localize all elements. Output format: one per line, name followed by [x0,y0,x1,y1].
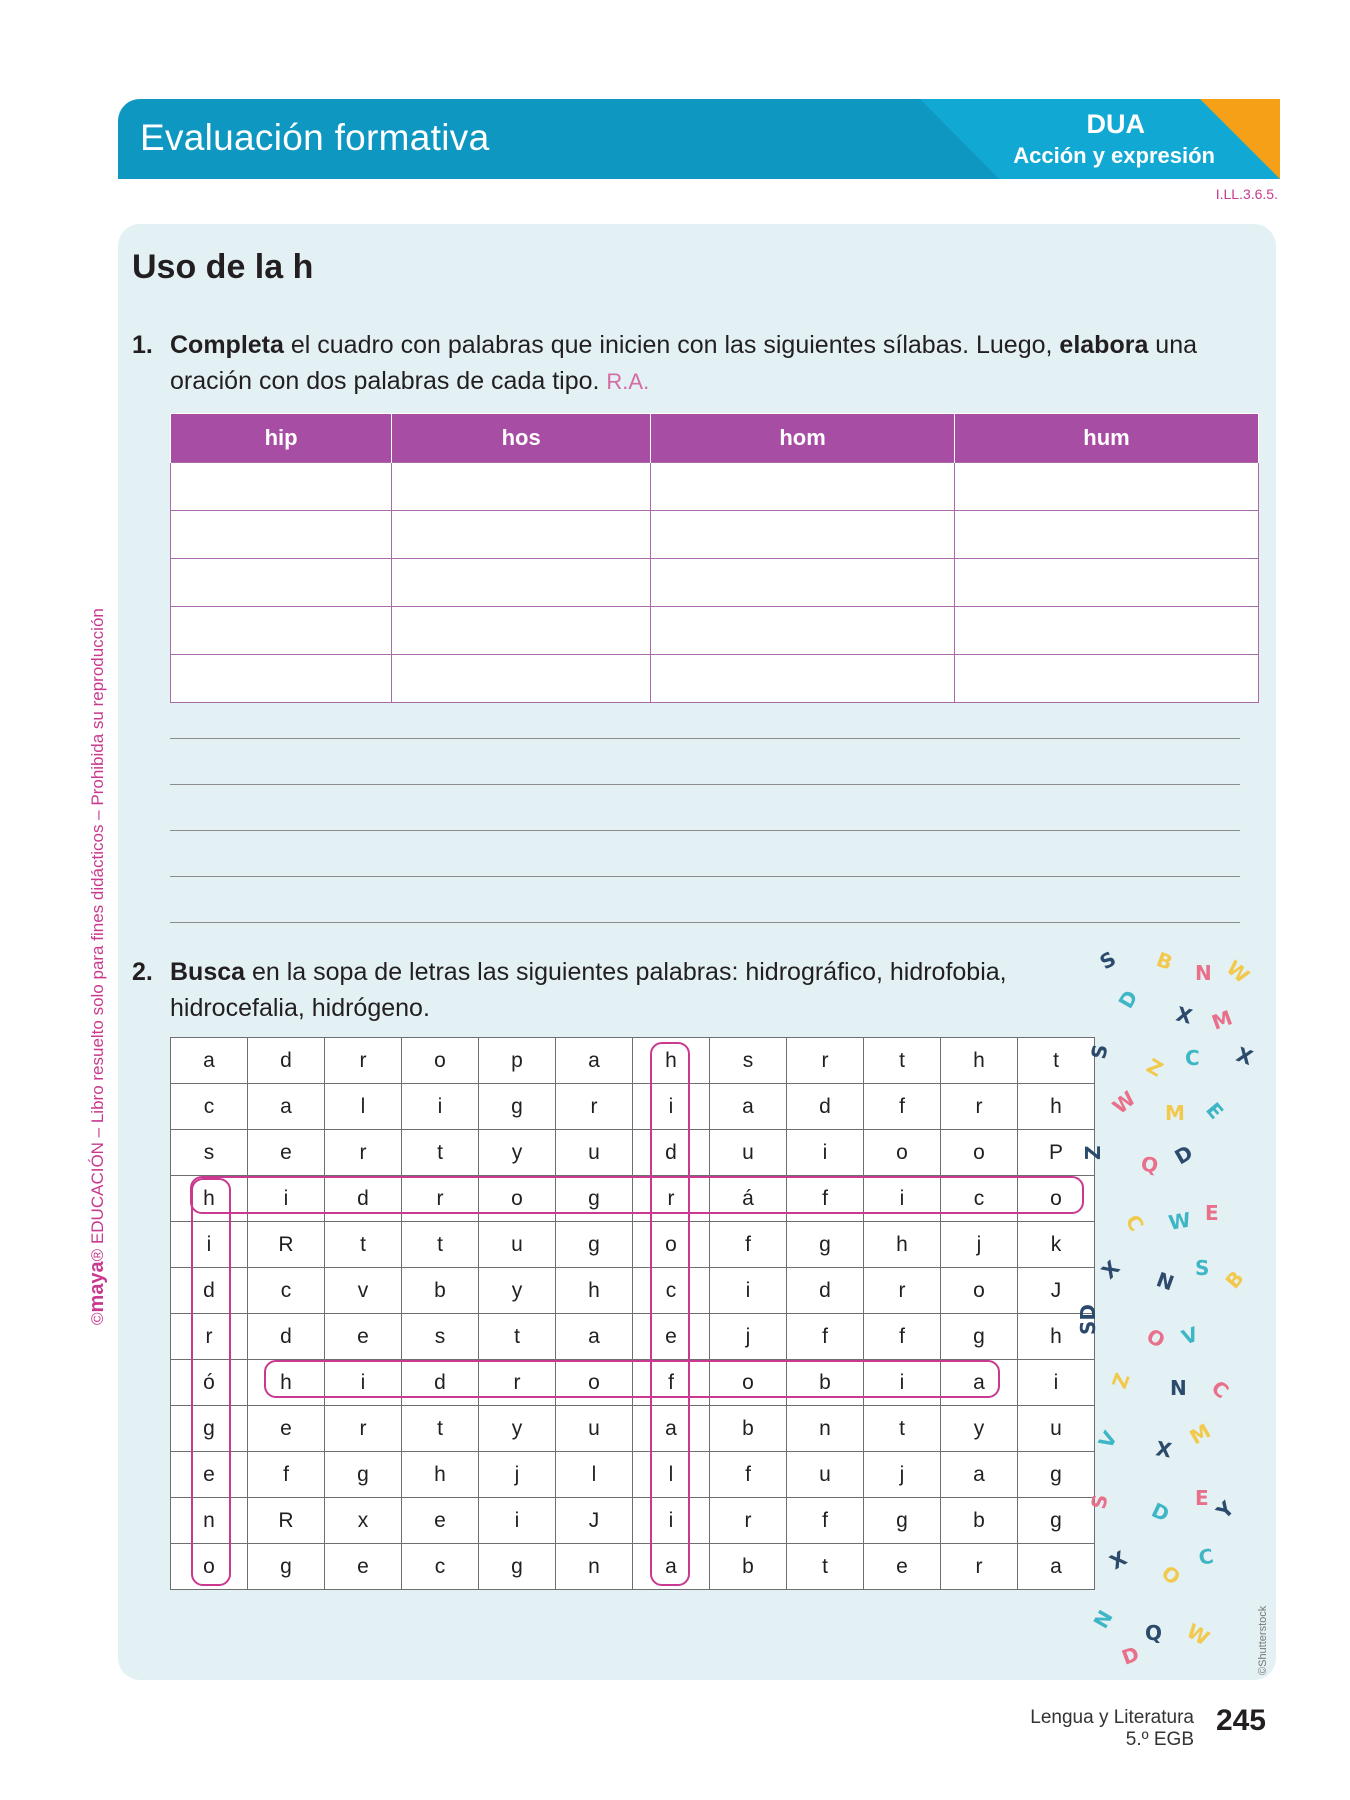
answer-cell[interactable] [171,511,392,559]
question-number: 2. [132,958,153,986]
grid-cell[interactable]: k [1018,1222,1095,1268]
grid-cell[interactable]: d [787,1084,864,1130]
grid-cell[interactable]: h [556,1268,633,1314]
answer-cell[interactable] [955,655,1259,703]
svg-text:Q: Q [1139,1151,1161,1178]
grid-cell[interactable]: i [171,1222,248,1268]
svg-text:D: D [1118,1641,1143,1670]
header-banner [118,99,1280,179]
word-search-grid [170,1037,1095,1590]
grid-cell[interactable]: g [171,1406,248,1452]
grid-cell[interactable]: s [171,1130,248,1176]
answer-cell[interactable] [392,607,651,655]
grid-cell[interactable]: c [248,1268,325,1314]
grid-cell[interactable]: e [171,1452,248,1498]
grid-cell[interactable]: c [402,1544,479,1590]
answer-cell[interactable] [392,463,651,511]
grid-cell[interactable]: f [864,1314,941,1360]
grid-cell[interactable]: r [479,1360,556,1406]
grid-cell[interactable]: e [633,1314,710,1360]
answer-cell[interactable] [955,559,1259,607]
svg-text:M: M [1208,1005,1236,1035]
grid-cell[interactable]: o [479,1176,556,1222]
grid-cell[interactable]: u [556,1406,633,1452]
svg-text:B: B [1153,947,1176,975]
grid-cell[interactable]: h [248,1360,325,1406]
grid-cell[interactable]: j [941,1222,1018,1268]
grid-cell[interactable]: t [864,1038,941,1084]
writing-line[interactable] [170,876,1240,877]
grid-cell[interactable]: g [479,1084,556,1130]
grid-cell[interactable]: j [710,1314,787,1360]
grid-cell[interactable]: n [171,1498,248,1544]
grid-cell[interactable]: t [402,1406,479,1452]
highlight-hidrogeno [191,1178,231,1586]
svg-text:C: C [1206,1375,1234,1404]
answer-cell[interactable] [651,559,955,607]
answer-cell[interactable] [651,607,955,655]
svg-text:S: S [1195,1256,1210,1280]
grid-cell[interactable]: a [556,1314,633,1360]
page-number: 245 [1215,1704,1266,1737]
grid-cell[interactable]: J [556,1498,633,1544]
grid-cell[interactable]: t [864,1406,941,1452]
svg-text:W: W [1166,1207,1193,1235]
dua-label: DUA [1086,109,1145,139]
footer-subject: Lengua y Literatura [1030,1707,1194,1728]
grid-cell[interactable]: r [171,1314,248,1360]
answer-cell[interactable] [955,511,1259,559]
svg-text:S: S [1095,946,1120,975]
grid-cell[interactable]: v [325,1268,402,1314]
answer-cell[interactable] [392,511,651,559]
grid-cell[interactable]: l [325,1084,402,1130]
answer-cell[interactable] [955,607,1259,655]
grid-cell[interactable]: f [248,1452,325,1498]
svg-text:S: S [1086,1492,1113,1511]
grid-cell[interactable]: o [556,1360,633,1406]
grid-cell[interactable]: á [710,1176,787,1222]
svg-text:Q: Q [1145,1621,1163,1645]
grid-cell[interactable]: c [171,1084,248,1130]
grid-cell[interactable]: u [710,1130,787,1176]
grid-cell[interactable]: g [1018,1498,1095,1544]
answer-cell[interactable] [171,559,392,607]
question-text [170,954,1050,1026]
dua-subtitle: Acción y expresión [1013,143,1215,168]
grid-cell[interactable]: t [402,1130,479,1176]
grid-row [171,1084,1095,1130]
svg-text:X: X [1173,1001,1195,1029]
svg-text:X: X [1154,1436,1174,1463]
grid-cell[interactable]: o [864,1130,941,1176]
answer-cell[interactable] [392,559,651,607]
grid-cell[interactable]: s [402,1314,479,1360]
grid-cell[interactable]: h [941,1038,1018,1084]
grid-cell[interactable]: a [633,1406,710,1452]
grid-cell[interactable]: i [864,1176,941,1222]
grid-cell[interactable]: r [325,1130,402,1176]
grid-cell[interactable]: e [325,1544,402,1590]
grid-cell[interactable]: r [710,1498,787,1544]
grid-cell[interactable]: o [941,1130,1018,1176]
writing-line[interactable] [170,922,1240,923]
svg-text:O: O [1156,1560,1186,1590]
grid-cell[interactable]: b [787,1360,864,1406]
grid-cell[interactable]: l [556,1452,633,1498]
copyright-text: EDUCACIÓN – Libro resuelto solo para fines didácticos – Prohibida su reproducción [88,608,107,1249]
highlight-hidrofobia [264,1360,1000,1398]
svg-text:W: W [1221,955,1255,989]
svg-text:W: W [1107,1086,1141,1119]
grid-cell[interactable]: a [710,1084,787,1130]
grid-row [171,1314,1095,1360]
svg-text:X: X [1105,1545,1131,1575]
svg-text:C: C [1185,1046,1200,1070]
svg-text:N: N [1170,1376,1187,1400]
instruction-text: en la sopa de letras las siguientes palabras: hidrográfico, hidrofobia, hidrocefalia, hidrógeno. [170,958,1007,1022]
grid-cell[interactable]: f [864,1084,941,1130]
grid-cell[interactable]: u [479,1222,556,1268]
svg-text:M: M [1185,1418,1215,1450]
decorative-letters-image [1076,946,1265,1670]
grid-cell[interactable]: r [325,1038,402,1084]
grid-cell[interactable]: e [248,1130,325,1176]
instruction-verb: Busca [170,958,246,986]
grid-cell[interactable]: t [787,1544,864,1590]
svg-text:B: B [1220,1266,1249,1294]
grid-cell[interactable]: g [941,1314,1018,1360]
grid-cell[interactable]: f [787,1498,864,1544]
answer-cell[interactable] [651,655,955,703]
grid-cell[interactable]: g [556,1176,633,1222]
grid-cell[interactable]: d [171,1268,248,1314]
grid-cell[interactable]: f [787,1314,864,1360]
copyright-side-note: ©maya® EDUCACIÓN – Libro resuelto solo para fines didácticos – Prohibida su reproducción [86,608,108,1325]
grid-cell[interactable]: u [556,1130,633,1176]
answer-cell[interactable] [651,511,955,559]
grid-cell[interactable]: d [787,1268,864,1314]
grid-cell[interactable]: i [1018,1360,1095,1406]
grid-cell[interactable]: r [941,1544,1018,1590]
grid-cell[interactable]: t [479,1314,556,1360]
grid-cell[interactable]: o [1018,1176,1095,1222]
grid-cell[interactable]: f [633,1360,710,1406]
writing-line[interactable] [170,830,1240,831]
grid-cell[interactable]: a [941,1452,1018,1498]
grid-cell[interactable]: g [479,1544,556,1590]
grid-cell[interactable]: i [248,1176,325,1222]
svg-text:D: D [1147,1497,1174,1527]
highlight-hidrografico [190,1176,1084,1214]
grid-cell[interactable]: r [325,1406,402,1452]
grid-cell[interactable]: r [402,1176,479,1222]
answer-row [171,559,1259,607]
column-header-hom: hom [651,414,955,463]
answer-cell[interactable] [171,655,392,703]
grid-row [171,1222,1095,1268]
svg-text:C: C [1120,1210,1149,1236]
grid-cell[interactable]: d [325,1176,402,1222]
grid-row [171,1038,1095,1084]
grid-cell[interactable]: a [556,1038,633,1084]
grid-cell[interactable]: n [556,1544,633,1590]
answer-row [171,463,1259,511]
writing-line[interactable] [170,738,1240,739]
grid-cell[interactable]: i [864,1360,941,1406]
grid-cell[interactable]: i [325,1360,402,1406]
grid-cell[interactable]: j [479,1452,556,1498]
grid-cell[interactable]: u [1018,1406,1095,1452]
grid-cell[interactable]: P [1018,1130,1095,1176]
svg-text:N: N [1195,961,1212,985]
grid-cell[interactable]: R [248,1222,325,1268]
grid-cell[interactable]: a [248,1084,325,1130]
writing-line[interactable] [170,784,1240,785]
svg-text:W: W [1182,1618,1214,1651]
grid-cell[interactable]: o [633,1222,710,1268]
grid-cell[interactable]: s [710,1038,787,1084]
svg-text:Z: Z [1081,1145,1105,1160]
grid-cell[interactable]: a [1018,1544,1095,1590]
grid-cell[interactable]: g [325,1452,402,1498]
grid-cell[interactable]: y [479,1406,556,1452]
svg-text:D: D [1170,1140,1197,1170]
grid-cell[interactable]: h [864,1222,941,1268]
svg-text:D: D [1113,986,1143,1013]
indicator-code: I.LL.3.6.5. [1215,186,1278,202]
grid-cell[interactable]: o [402,1038,479,1084]
answer-row [171,655,1259,703]
grid-cell[interactable]: o [941,1268,1018,1314]
grid-cell[interactable]: e [248,1406,325,1452]
answer-cell[interactable] [171,463,392,511]
column-header-hos: hos [392,414,651,463]
svg-text:E: E [1195,1486,1209,1510]
grid-cell[interactable]: e [402,1498,479,1544]
column-header-hum: hum [955,414,1259,463]
grid-cell[interactable]: p [479,1038,556,1084]
highlight-hidrocefalia [650,1042,690,1586]
grid-cell[interactable]: a [633,1544,710,1590]
grid-cell[interactable]: g [1018,1452,1095,1498]
instruction-verb: Completa [170,331,284,359]
answer-cell[interactable] [651,463,955,511]
grid-cell[interactable]: d [402,1360,479,1406]
grid-cell[interactable]: t [1018,1038,1095,1084]
grid-cell[interactable]: g [248,1544,325,1590]
grid-cell[interactable]: h [633,1038,710,1084]
grid-cell[interactable]: i [402,1084,479,1130]
instruction-text: el cuadro con palabras que inicien con las siguientes sílabas. Luego, [283,331,1060,359]
svg-text:N: N [1088,1605,1118,1633]
grid-row [171,1406,1095,1452]
question-text [170,327,1280,400]
svg-text:SD: SD [1076,1303,1100,1335]
grid-cell[interactable]: c [941,1176,1018,1222]
grid-cell[interactable]: x [325,1498,402,1544]
grid-cell[interactable]: u [787,1452,864,1498]
grid-cell[interactable]: a [171,1038,248,1084]
answer-cell[interactable] [392,655,651,703]
grid-cell[interactable]: h [1018,1084,1095,1130]
grid-cell[interactable]: i [710,1268,787,1314]
grid-cell[interactable]: d [248,1314,325,1360]
grid-cell[interactable]: e [864,1544,941,1590]
question-number: 1. [132,331,153,359]
grid-cell[interactable]: o [171,1544,248,1590]
answer-row [171,607,1259,655]
grid-cell[interactable]: h [171,1176,248,1222]
grid-cell[interactable]: b [710,1544,787,1590]
decorative-letters-icon [1076,946,1265,1670]
grid-cell[interactable]: f [787,1176,864,1222]
grid-cell[interactable]: g [787,1222,864,1268]
column-header-hip: hip [171,414,392,463]
brand-logo: maya [86,1261,108,1313]
grid-row [171,1268,1095,1314]
grid-cell[interactable]: d [633,1130,710,1176]
grid-row [171,1544,1095,1590]
answer-row [171,511,1259,559]
grid-cell[interactable]: i [787,1130,864,1176]
grid-cell[interactable]: y [479,1268,556,1314]
grid-cell[interactable]: d [248,1038,325,1084]
svg-text:E: E [1201,1097,1229,1124]
grid-cell[interactable]: g [864,1498,941,1544]
grid-cell[interactable]: i [633,1498,710,1544]
grid-cell[interactable]: r [787,1038,864,1084]
grid-cell[interactable]: r [633,1176,710,1222]
svg-text:O: O [1142,1323,1170,1353]
svg-text:Y: Y [1211,1496,1239,1524]
svg-text:X: X [1096,1255,1125,1284]
answer-cell[interactable] [171,607,392,655]
grid-cell[interactable]: R [248,1498,325,1544]
grid-cell[interactable]: j [864,1452,941,1498]
grid-cell[interactable]: i [479,1498,556,1544]
grid-cell[interactable]: g [556,1222,633,1268]
svg-text:C: C [1196,1543,1216,1570]
grid-row [171,1130,1095,1176]
section-title: Uso de la h [132,248,314,286]
svg-text:S: S [1086,1042,1113,1061]
grid-cell[interactable]: a [941,1360,1018,1406]
grid-cell[interactable]: ó [171,1360,248,1406]
grid-row [171,1498,1095,1544]
grid-cell[interactable]: i [633,1084,710,1130]
grid-cell[interactable]: h [1018,1314,1095,1360]
grid-cell[interactable]: b [941,1498,1018,1544]
grid-cell[interactable]: o [710,1360,787,1406]
grid-cell[interactable]: b [402,1268,479,1314]
svg-text:X: X [1233,1042,1256,1070]
footer-grade: 5.º EGB [1125,1729,1194,1750]
grid-cell[interactable]: r [941,1084,1018,1130]
answer-note: R.A. [606,369,650,394]
svg-text:E: E [1205,1201,1219,1225]
svg-text:V: V [1178,1321,1202,1350]
svg-text:Z: Z [1107,1369,1135,1392]
instruction-verb: elabora [1059,331,1149,359]
grid-cell[interactable]: J [1018,1268,1095,1314]
svg-text:Z: Z [1142,1053,1168,1082]
grid-cell[interactable]: y [941,1406,1018,1452]
svg-text:M: M [1165,1101,1185,1125]
grid-cell[interactable]: r [556,1084,633,1130]
grid-cell[interactable]: l [633,1452,710,1498]
grid-cell[interactable]: h [402,1452,479,1498]
page-title: Evaluación formativa [140,117,490,158]
grid-cell[interactable]: f [710,1222,787,1268]
grid-cell[interactable]: y [479,1130,556,1176]
grid-row [171,1452,1095,1498]
instruction-text: una oración con dos palabras de cada tipo. [170,331,1198,395]
svg-text:V: V [1093,1427,1123,1453]
grid-cell[interactable]: c [633,1268,710,1314]
grid-cell[interactable]: f [710,1452,787,1498]
grid-cell[interactable]: r [864,1268,941,1314]
grid-cell[interactable]: b [710,1406,787,1452]
answer-cell[interactable] [955,463,1259,511]
syllable-table [170,413,1259,703]
grid-cell[interactable]: t [325,1222,402,1268]
grid-cell[interactable]: n [787,1406,864,1452]
svg-text:N: N [1153,1267,1178,1296]
image-credit: ©Shutterstock [1257,1605,1269,1675]
grid-cell[interactable]: t [402,1222,479,1268]
grid-cell[interactable]: e [325,1314,402,1360]
